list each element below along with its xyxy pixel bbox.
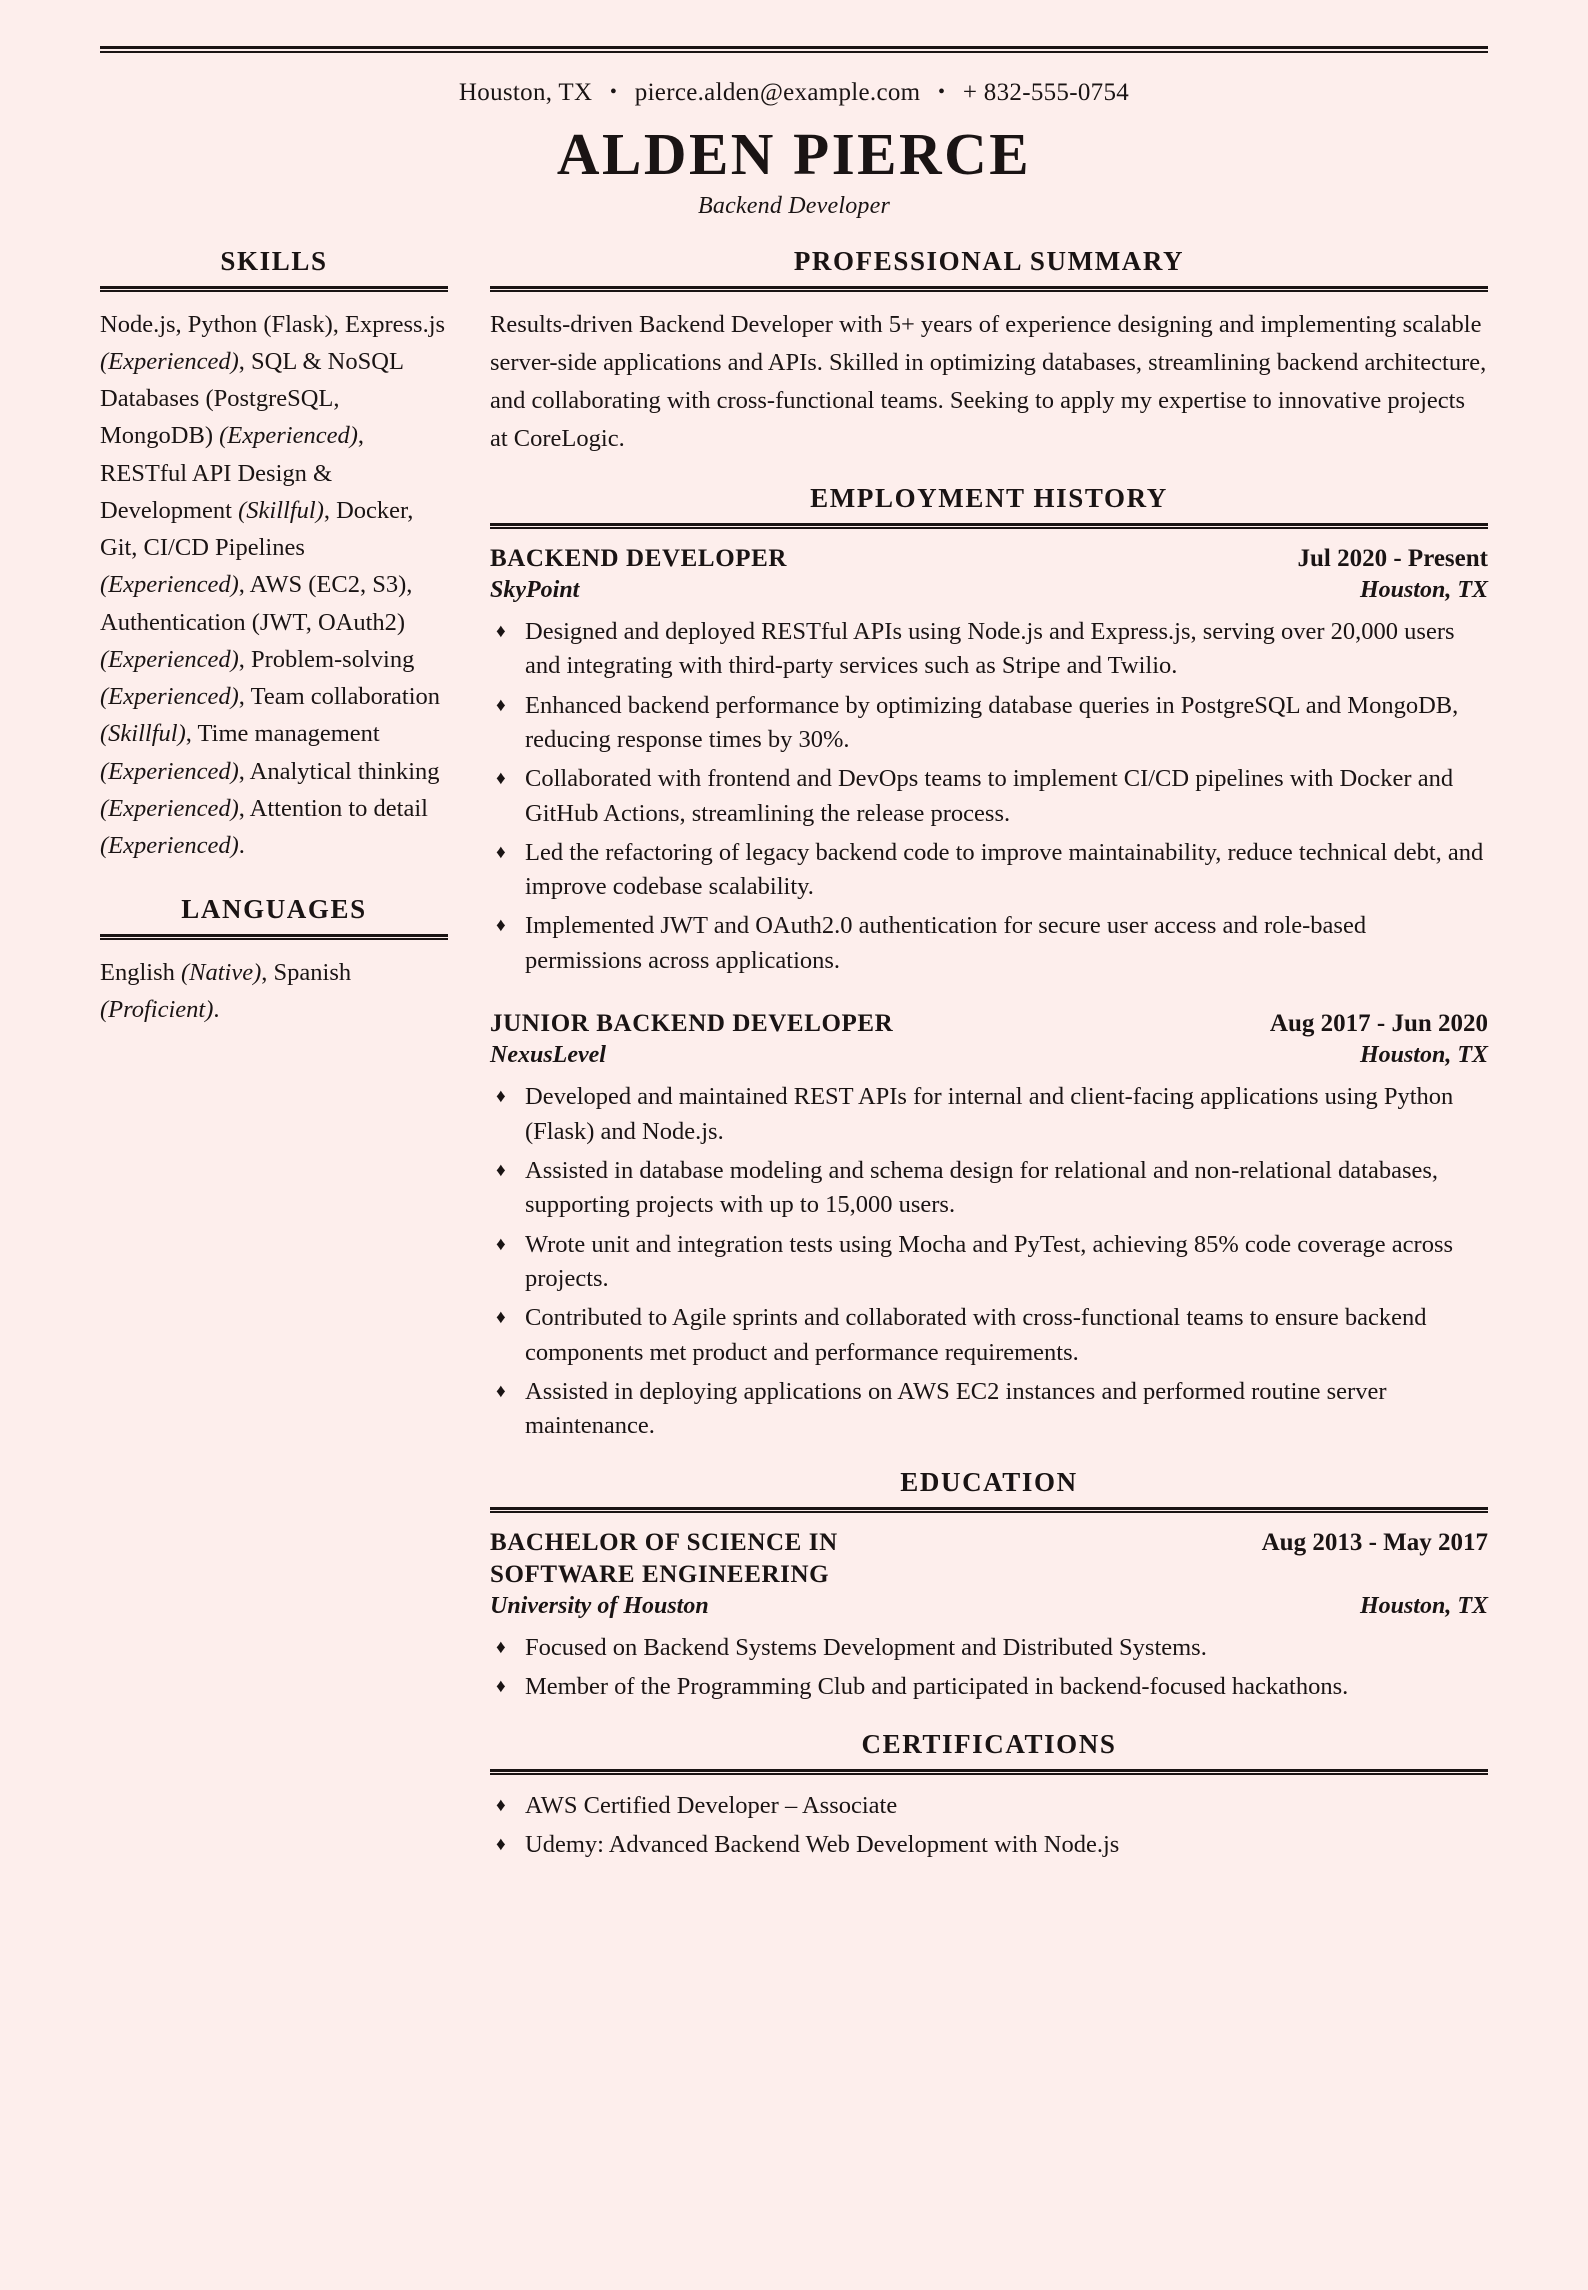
languages-heading: LANGUAGES bbox=[181, 894, 367, 925]
resume-body bbox=[100, 246, 1488, 1893]
bullet-text: Assisted in deploying applications on AWS EC2 instances and performed routine server maintenance. bbox=[525, 1377, 1387, 1440]
skill-level: (Skillful) bbox=[100, 720, 186, 748]
skill-item: Docker, Git, CI/CD Pipelines (Experienced), bbox=[100, 496, 414, 599]
skill-level: (Experienced) bbox=[100, 832, 239, 859]
entry-title-row bbox=[490, 543, 1488, 574]
bullet-item bbox=[490, 836, 1488, 905]
skill-level: (Experienced) bbox=[100, 645, 239, 673]
right-column bbox=[490, 246, 1488, 1893]
resume-header bbox=[100, 53, 1488, 220]
diamond-bullet-icon: ♦ bbox=[496, 1794, 506, 1816]
section-education bbox=[490, 1467, 1488, 1704]
bullet-text: Assisted in database modeling and schema design for relational and non-relational databases, supporting projects with up to 15,000 users. bbox=[525, 1157, 1439, 1219]
certification-text: AWS Certified Developer – Associate bbox=[525, 1791, 898, 1819]
employment-entry bbox=[490, 1008, 1488, 1443]
diamond-bullet-icon: ♦ bbox=[496, 768, 506, 790]
skill-item: Attention to detail (Experienced). bbox=[100, 794, 428, 859]
section-employment bbox=[490, 483, 1488, 1444]
skill-item: Analytical thinking (Experienced), bbox=[100, 757, 440, 822]
skill-level: (Proficient) bbox=[100, 996, 214, 1024]
certifications-heading: CERTIFICATIONS bbox=[861, 1728, 1117, 1759]
bullet-item bbox=[490, 1228, 1488, 1297]
diamond-bullet-icon: ♦ bbox=[496, 1380, 506, 1402]
education-heading: EDUCATION bbox=[900, 1467, 1078, 1498]
employment-entry bbox=[490, 543, 1488, 978]
skill-item: English (Native), bbox=[100, 959, 268, 987]
entry-bullet-list bbox=[490, 1631, 1488, 1705]
summary-heading: PROFESSIONAL SUMMARY bbox=[793, 245, 1185, 276]
entry-role: JUNIOR BACKEND DEVELOPER bbox=[490, 1010, 894, 1037]
bullet-item bbox=[490, 615, 1488, 684]
bullet-text: Enhanced backend performance by optimizing database queries in PostgreSQL and MongoDB, reducing response times by 30%. bbox=[525, 691, 1459, 753]
employment-entry-list bbox=[490, 543, 1488, 1444]
skill-level: (Experienced) bbox=[100, 571, 239, 599]
entry-title-row bbox=[490, 1008, 1488, 1039]
skill-item: Node.js, Python (Flask), Express.js (Experienced), bbox=[100, 310, 446, 375]
entry-organization: SkyPoint bbox=[490, 576, 580, 603]
skill-item: Time management (Experienced), bbox=[100, 720, 380, 785]
header-job-title: Backend Developer bbox=[698, 192, 890, 219]
entry-location: Houston, TX bbox=[1359, 576, 1488, 603]
skill-item: AWS (EC2, S3), Authentication (JWT, OAuth2) (Experienced), bbox=[100, 571, 413, 673]
entry-bullet-list bbox=[490, 615, 1488, 978]
bullet-text: Implemented JWT and OAuth2.0 authentication for secure user access and role-based permissions across applications. bbox=[525, 912, 1367, 974]
contact-phone[interactable]: + 832-555-0754 bbox=[962, 79, 1130, 106]
employment-rule bbox=[490, 523, 1488, 529]
skill-level: (Experienced) bbox=[100, 347, 239, 375]
diamond-bullet-icon: ♦ bbox=[496, 1233, 506, 1255]
resume-page bbox=[0, 46, 1588, 2290]
contact-email[interactable]: pierce.alden@example.com bbox=[634, 79, 921, 106]
certification-item bbox=[490, 1828, 1488, 1862]
bullet-text: Led the refactoring of legacy backend code to improve maintainability, reduce technical debt, and improve codebase scalability. bbox=[525, 838, 1484, 901]
left-column bbox=[100, 246, 448, 1059]
section-skills bbox=[100, 246, 448, 865]
entry-dates: Jul 2020 - Present bbox=[1297, 544, 1488, 572]
education-rule bbox=[490, 1507, 1488, 1513]
header-top-rule bbox=[100, 46, 1488, 53]
skill-level: (Experienced) bbox=[100, 757, 239, 785]
contact-location: Houston, TX bbox=[458, 79, 593, 106]
education-entry bbox=[490, 1527, 1488, 1704]
bullet-item bbox=[490, 909, 1488, 978]
bullet-item bbox=[490, 1375, 1488, 1444]
bullet-item bbox=[490, 1301, 1488, 1370]
entry-dates: Aug 2013 - May 2017 bbox=[1261, 1529, 1488, 1557]
summary-text: Results-driven Backend Developer with 5+ years of experience designing and implementing scalable server-side applications and APIs. Skilled in optimizing databases, streamlining backend architecture, and collaborating with cross-functional teams. Seeking to apply my expertise to innovative projects at CoreLogic. bbox=[490, 310, 1487, 453]
bullet-text: Collaborated with frontend and DevOps teams to implement CI/CD pipelines with Docker and GitHub Actions, streamlining the release process. bbox=[525, 765, 1454, 827]
skills-list bbox=[100, 306, 448, 865]
contact-separator-icon: • bbox=[609, 81, 618, 103]
employment-heading: EMPLOYMENT HISTORY bbox=[810, 482, 1168, 513]
skill-item: Team collaboration (Skillful), bbox=[100, 683, 441, 748]
bullet-text: Member of the Programming Club and participated in backend-focused hackathons. bbox=[525, 1673, 1349, 1701]
skill-level: (Experienced) bbox=[100, 683, 239, 711]
certification-item bbox=[490, 1789, 1488, 1823]
diamond-bullet-icon: ♦ bbox=[496, 1086, 506, 1108]
diamond-bullet-icon: ♦ bbox=[496, 841, 506, 863]
bullet-text: Wrote unit and integration tests using Mocha and PyTest, achieving 85% code coverage across projects. bbox=[525, 1230, 1454, 1292]
skill-item: Problem-solving (Experienced), bbox=[100, 645, 415, 711]
entry-institution: University of Houston bbox=[490, 1592, 709, 1619]
bullet-item bbox=[490, 1080, 1488, 1149]
entry-org-row bbox=[490, 1040, 1488, 1071]
certification-text: Udemy: Advanced Backend Web Development with Node.js bbox=[525, 1830, 1120, 1858]
entry-organization: NexusLevel bbox=[490, 1042, 606, 1069]
entry-institution-row bbox=[490, 1591, 1488, 1622]
entry-location: Houston, TX bbox=[1359, 1042, 1488, 1069]
bullet-text: Designed and deployed RESTful APIs using Node.js and Express.js, serving over 20,000 users and integrating with third-party services such as Stripe and Twilio. bbox=[525, 618, 1455, 680]
skills-heading: SKILLS bbox=[220, 245, 328, 276]
skill-level: (Experienced) bbox=[100, 794, 239, 822]
section-summary bbox=[490, 246, 1488, 459]
bullet-text: Contributed to Agile sprints and collaborated with cross-functional teams to ensure backend components met product and performance requirements. bbox=[525, 1304, 1427, 1366]
section-certifications bbox=[490, 1729, 1488, 1863]
diamond-bullet-icon: ♦ bbox=[496, 1676, 506, 1698]
entry-role: BACKEND DEVELOPER bbox=[490, 544, 788, 572]
summary-rule bbox=[490, 286, 1488, 292]
bullet-text: Developed and maintained REST APIs for internal and client-facing applications using Python (Flask) and Node.js. bbox=[525, 1083, 1454, 1145]
diamond-bullet-icon: ♦ bbox=[496, 1307, 506, 1329]
certifications-bullet-list bbox=[490, 1789, 1488, 1863]
contact-line bbox=[100, 79, 1488, 107]
diamond-bullet-icon: ♦ bbox=[496, 621, 506, 643]
skill-item: RESTful API Design & Development (Skillful), bbox=[100, 459, 333, 524]
diamond-bullet-icon: ♦ bbox=[496, 694, 506, 716]
certifications-rule bbox=[490, 1769, 1488, 1775]
education-entry-list bbox=[490, 1527, 1488, 1704]
entry-location: Houston, TX bbox=[1359, 1592, 1488, 1619]
bullet-item bbox=[490, 1631, 1488, 1665]
section-languages bbox=[100, 894, 448, 1028]
contact-separator-icon: • bbox=[937, 81, 946, 103]
diamond-bullet-icon: ♦ bbox=[496, 1833, 506, 1855]
page-title: ALDEN PIERCE bbox=[556, 121, 1032, 187]
entry-org-row bbox=[490, 575, 1488, 606]
skill-item: Spanish (Proficient). bbox=[100, 959, 352, 1024]
bullet-item bbox=[490, 1670, 1488, 1704]
diamond-bullet-icon: ♦ bbox=[496, 915, 506, 937]
languages-rule bbox=[100, 934, 448, 940]
skills-rule bbox=[100, 286, 448, 292]
skill-level: (Experienced) bbox=[219, 422, 358, 450]
bullet-item bbox=[490, 689, 1488, 758]
entry-title-row bbox=[490, 1527, 1488, 1590]
diamond-bullet-icon: ♦ bbox=[496, 1637, 506, 1659]
entry-degree: BACHELOR OF SCIENCE IN SOFTWARE ENGINEERING bbox=[490, 1529, 838, 1588]
bullet-text: Focused on Backend Systems Development and Distributed Systems. bbox=[525, 1634, 1207, 1662]
skill-level: (Skillful) bbox=[238, 496, 324, 524]
skill-item: SQL & NoSQL Databases (PostgreSQL, MongoDB) (Experienced), bbox=[100, 347, 404, 450]
skill-level: (Native) bbox=[181, 959, 262, 987]
languages-list bbox=[100, 954, 448, 1028]
diamond-bullet-icon: ♦ bbox=[496, 1160, 506, 1182]
bullet-item bbox=[490, 1154, 1488, 1223]
bullet-item bbox=[490, 762, 1488, 831]
entry-dates: Aug 2017 - Jun 2020 bbox=[1269, 1010, 1488, 1037]
entry-bullet-list bbox=[490, 1080, 1488, 1443]
